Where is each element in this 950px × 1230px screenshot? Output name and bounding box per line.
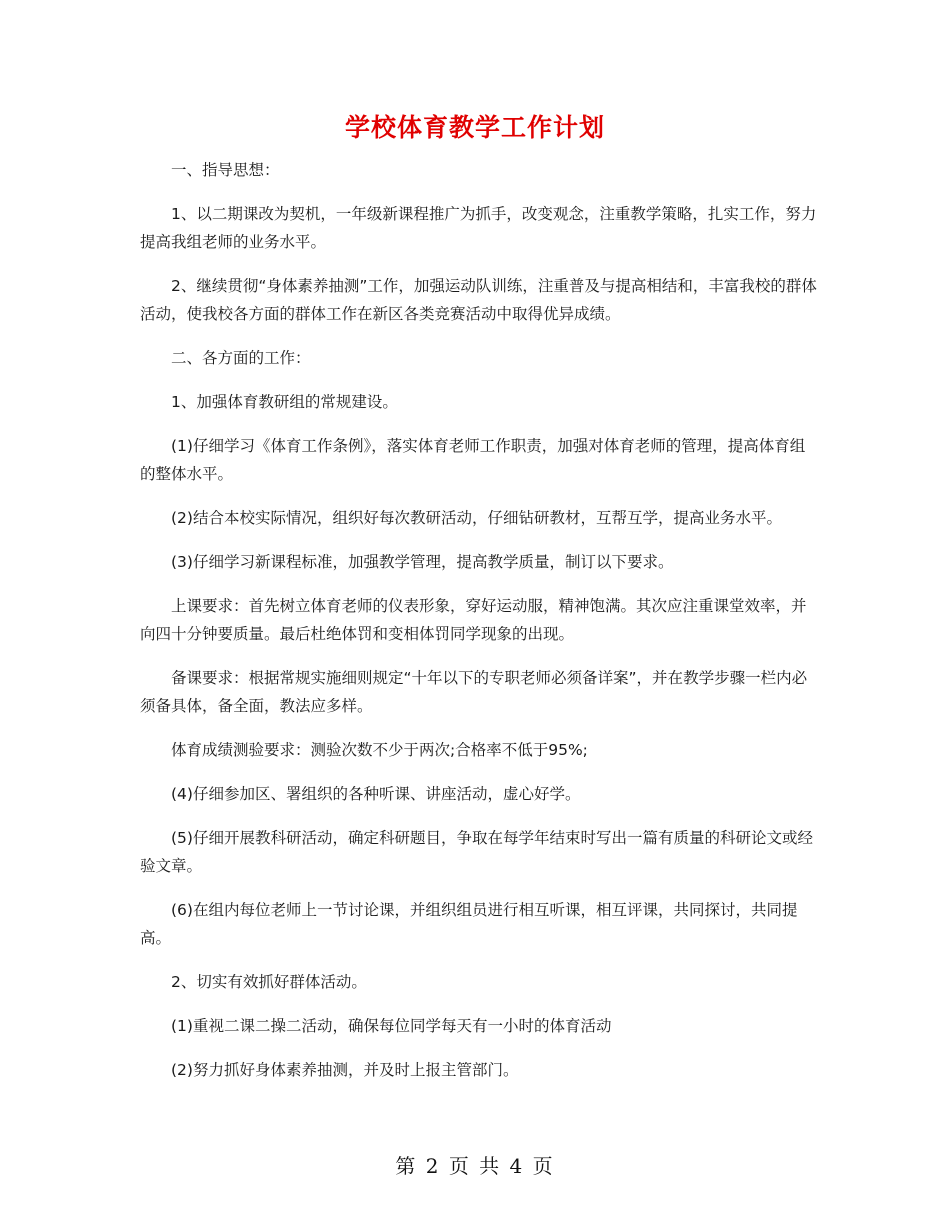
subsection-heading: 1、加强体育教研组的常规建设。 [171,393,398,411]
paragraph: 上课要求：首先树立体育老师的仪表形象，穿好运动服，精神饱满。其次应注重课堂效率，并向四十分钟要质量。最后杜绝体罚和变相体罚同学现象的出现。 [140,597,807,643]
page-number-footer: 第 2 页 共 4 页 [395,1154,555,1178]
paragraph: 备课要求：根据常规实施细则规定“十年以下的专职老师必须备详案”，并在教学步骤一栏内必须备具体，备全面，教法应多样。 [140,669,808,715]
section-heading-guiding-thought: 一、指导思想： [171,161,280,179]
paragraph: (3)仔细学习新课程标准，加强教学管理，提高教学质量，制订以下要求。 [171,553,674,571]
section-heading-work-areas: 二、各方面的工作： [171,349,311,367]
paragraph: (1)重视二课二操二活动，确保每位同学每天有一小时的体育活动 [171,1017,612,1035]
paragraph: 1、以二期课改为契机，一年级新课程推广为抓手，改变观念，注重教学策略，扎实工作，努力提高我组老师的业务水平。 [140,205,817,251]
document-title: 学校体育教学工作计划 [344,113,605,142]
paragraph: (4)仔细参加区、署组织的各种听课、讲座活动，虚心好学。 [171,785,581,803]
document-body [140,156,820,1100]
subsection-heading: 2、切实有效抓好群体活动。 [171,973,367,991]
paragraph: 2、继续贯彻“身体素养抽测”工作，加强运动队训练，注重普及与提高相结和，丰富我校的群体活动，使我校各方面的群体工作在新区各类竞赛活动中取得优异成绩。 [140,277,817,323]
paragraph: (2)努力抓好身体素养抽测，并及时上报主管部门。 [171,1061,519,1079]
paragraph: (6)在组内每位老师上一节讨论课，并组织组员进行相互听课，相互评课，共同探讨，共同提高。 [140,901,798,947]
paragraph: 体育成绩测验要求：测验次数不少于两次;合格率不低于95%; [171,741,588,759]
paragraph: (2)结合本校实际情况，组织好每次教研活动，仔细钻研教材，互帮互学，提高业务水平。 [171,509,782,527]
paragraph: (1)仔细学习《体育工作条例》，落实体育老师工作职责，加强对体育老师的管理，提高体育组的整体水平。 [140,437,806,483]
paragraph: (5)仔细开展教科研活动，确定科研题目，争取在每学年结束时写出一篇有质量的科研论文或经验文章。 [140,829,813,875]
